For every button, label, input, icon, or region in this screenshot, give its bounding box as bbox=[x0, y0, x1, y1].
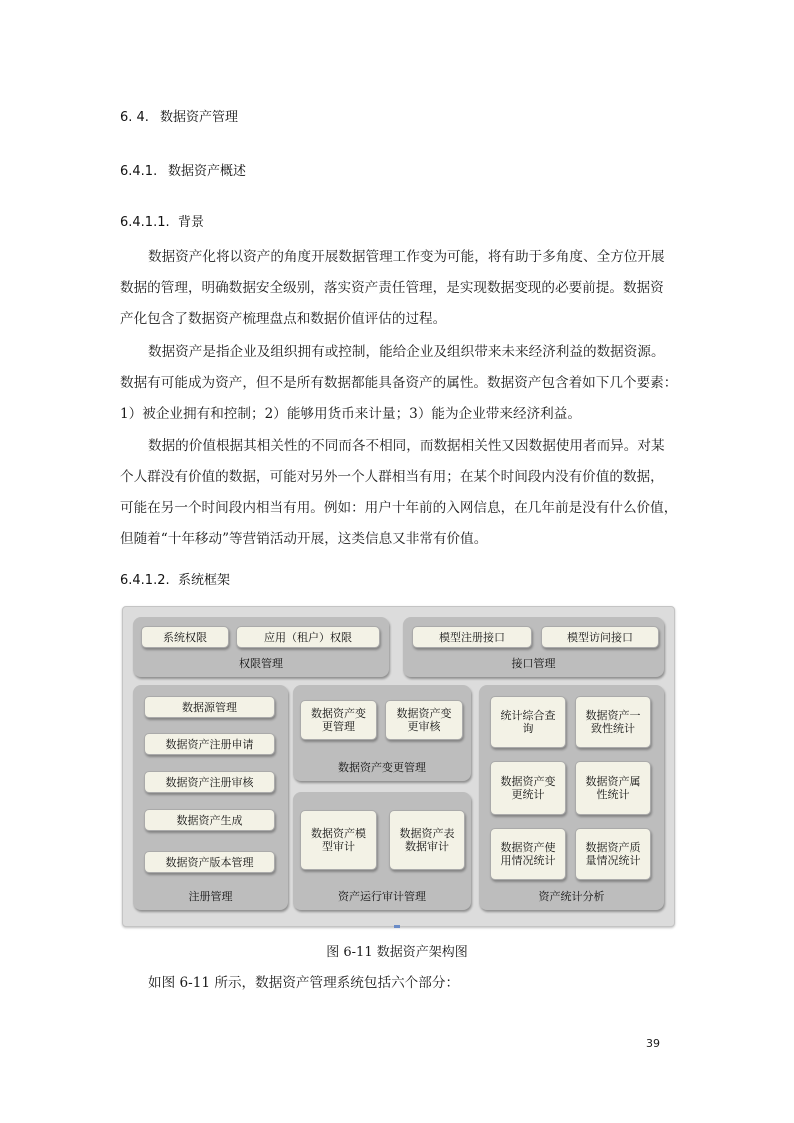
model-register-interface-box bbox=[412, 626, 532, 648]
paragraph-1 bbox=[120, 242, 676, 335]
group-label: 资产运行审计管理 bbox=[338, 890, 426, 903]
box-label-line: 数据资产模 bbox=[311, 827, 366, 840]
text-line: 产化包含了数据资产梳理盘点和数据价值评估的过程。 bbox=[120, 311, 447, 327]
box-label-line: 数据审计 bbox=[405, 840, 449, 853]
section-heading-6-4-1-1 bbox=[120, 211, 204, 230]
asset-version-management-box bbox=[144, 851, 275, 873]
box-label: 模型访问接口 bbox=[567, 630, 633, 644]
box-label-line: 量情况统计 bbox=[585, 854, 641, 867]
heading-title: 系统框架 bbox=[178, 573, 231, 588]
stats-query-box bbox=[490, 696, 566, 748]
architecture-diagram bbox=[122, 606, 675, 927]
model-access-interface-box bbox=[541, 626, 659, 648]
anchor-marker bbox=[394, 925, 400, 928]
box-label-line: 更审核 bbox=[407, 720, 441, 733]
asset-statistics-group bbox=[479, 685, 664, 910]
text-line: 1）被企业拥有和控制；2）能够用货币来计量；3）能为企业带来经济利益。 bbox=[120, 406, 581, 422]
box-label-line: 致性统计 bbox=[591, 722, 635, 735]
asset-model-audit-box bbox=[300, 810, 377, 870]
asset-registration-review-box bbox=[144, 771, 275, 793]
heading-title: 数据资产概述 bbox=[168, 164, 247, 179]
asset-table-data-audit-box bbox=[389, 810, 465, 870]
paragraph-3 bbox=[120, 431, 676, 555]
registration-management-group bbox=[133, 685, 288, 910]
asset-registration-request-box bbox=[144, 733, 275, 755]
app-tenant-permission-box bbox=[236, 626, 380, 648]
asset-audit-management-group bbox=[293, 792, 471, 910]
asset-change-management-group bbox=[293, 685, 471, 781]
group-label: 注册管理 bbox=[188, 890, 233, 903]
box-label-line: 数据资产变 bbox=[396, 707, 452, 720]
text-line: 数据资产化将以资产的角度开展数据管理工作变为可能，将有助于多角度、全方位开展 bbox=[148, 249, 665, 265]
heading-number: 6.4.1.2. bbox=[120, 573, 170, 588]
figure-caption: 图 6-11 数据资产架构图 bbox=[326, 945, 468, 960]
box-label: 数据资产生成 bbox=[176, 813, 243, 827]
box-label: 系统权限 bbox=[163, 630, 207, 644]
group-label: 接口管理 bbox=[511, 657, 556, 670]
heading-title: 数据资产管理 bbox=[160, 110, 239, 125]
box-label-line: 数据资产质 bbox=[585, 841, 641, 854]
box-label-line: 统计综合查 bbox=[500, 709, 556, 722]
box-label-line: 型审计 bbox=[322, 840, 355, 853]
asset-attribute-stats-box bbox=[575, 761, 651, 815]
asset-usage-stats-box bbox=[490, 828, 566, 880]
box-label-line: 更管理 bbox=[322, 720, 355, 733]
text-line: 数据有可能成为资产，但不是所有数据都能具备资产的属性。数据资产包含着如下几个要素： bbox=[120, 375, 678, 391]
text-line: 数据资产是指企业及组织拥有或控制，能给企业及组织带来未来经济利益的数据资源。 bbox=[148, 344, 665, 360]
text-line: 如图 6-11 所示，数据资产管理系统包括六个部分： bbox=[148, 975, 460, 991]
asset-change-stats-box bbox=[490, 761, 566, 815]
paragraph-2 bbox=[120, 337, 676, 430]
text-line: 可能在另一个时间段内相当有用。例如：用户十年前的入网信息，在几年前是没有什么价值， bbox=[120, 500, 678, 516]
heading-number: 6.4.1.1. bbox=[120, 215, 170, 230]
box-label-line: 数据资产变 bbox=[311, 707, 366, 720]
box-label: 数据资产版本管理 bbox=[165, 855, 254, 869]
asset-generation-box bbox=[144, 809, 275, 831]
asset-change-review-box bbox=[385, 700, 463, 740]
box-label-line: 性统计 bbox=[596, 788, 630, 801]
heading-number: 6.4.1. bbox=[120, 164, 158, 179]
text-line: 数据的价值根据其相关性的不同而各不相同，而数据相关性又因数据使用者而异。对某 bbox=[148, 438, 665, 454]
box-label: 数据资产注册审核 bbox=[165, 775, 254, 789]
text-line: 数据的管理，明确数据安全级别，落实资产责任管理，是实现数据变现的必要前提。数据资 bbox=[120, 280, 664, 296]
box-label: 应用（租户）权限 bbox=[264, 630, 352, 644]
interface-management-group bbox=[403, 617, 664, 677]
box-label-line: 数据资产使 bbox=[500, 841, 556, 854]
box-label-line: 数据资产一 bbox=[585, 709, 641, 722]
group-label: 权限管理 bbox=[239, 657, 283, 670]
data-source-management-box bbox=[144, 696, 275, 718]
box-label-line: 询 bbox=[522, 722, 534, 735]
box-label-line: 用情况统计 bbox=[500, 854, 556, 867]
page-number: 39 bbox=[646, 1037, 660, 1050]
box-label-line: 数据资产表 bbox=[399, 827, 455, 840]
group-label: 资产统计分析 bbox=[538, 890, 605, 903]
asset-change-management-box bbox=[300, 700, 377, 740]
heading-number: 6. 4. bbox=[120, 110, 149, 125]
section-heading-6-4 bbox=[120, 106, 238, 125]
permission-management-group bbox=[133, 617, 389, 677]
section-heading-6-4-1 bbox=[120, 160, 246, 179]
asset-quality-stats-box bbox=[575, 828, 651, 880]
group-label: 数据资产变更管理 bbox=[338, 761, 426, 774]
system-permission-box bbox=[141, 626, 229, 648]
text-line: 但随着“十年移动”等营销活动开展，这类信息又非常有价值。 bbox=[120, 531, 488, 547]
section-heading-6-4-1-2 bbox=[120, 569, 230, 588]
box-label-line: 数据资产属 bbox=[585, 775, 641, 788]
box-label-line: 更统计 bbox=[511, 788, 545, 801]
paragraph-after-figure bbox=[120, 968, 676, 999]
box-label: 数据源管理 bbox=[182, 700, 237, 714]
heading-title: 背景 bbox=[178, 215, 205, 230]
box-label-line: 数据资产变 bbox=[500, 775, 556, 788]
box-label: 模型注册接口 bbox=[439, 630, 505, 644]
box-label: 数据资产注册申请 bbox=[165, 737, 254, 751]
text-line: 个人群没有价值的数据，可能对另外一个人群相当有用；在某个时间段内没有价值的数据， bbox=[120, 469, 664, 485]
asset-consistency-stats-box bbox=[575, 696, 651, 748]
